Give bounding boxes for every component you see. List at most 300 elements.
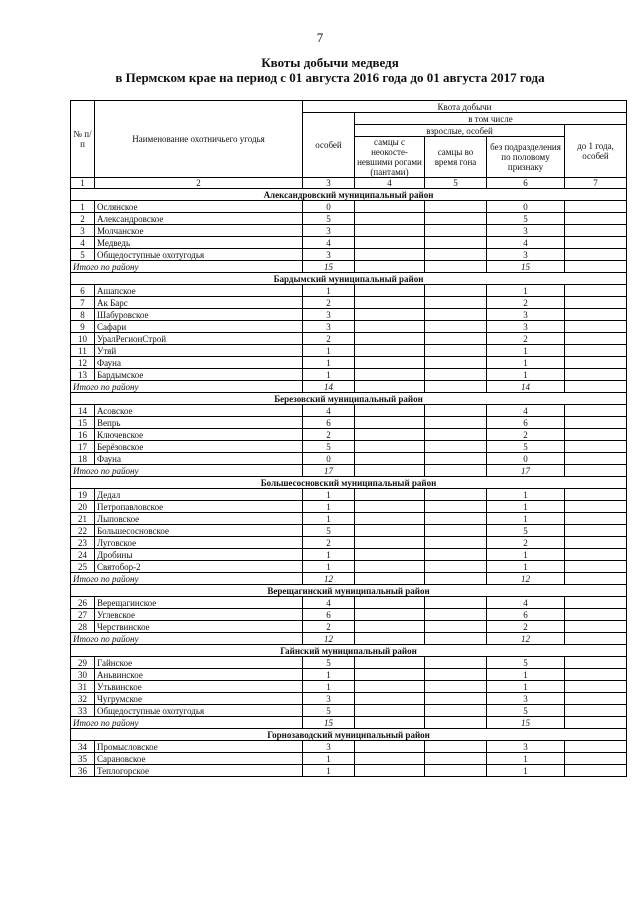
hunting-ground-name: Вепрь [95,417,303,429]
quota-total: 3 [303,741,355,753]
quota-total: 1 [303,549,355,561]
row-number: 11 [71,345,95,357]
hunting-ground-name: Утяй [95,345,303,357]
quota-males-antlers [355,285,425,297]
row-number: 25 [71,561,95,573]
total-no-sex-split: 15 [487,717,565,729]
quota-total: 1 [303,561,355,573]
quota-no-sex-split: 1 [487,765,565,777]
hunting-ground-name: Большесосновское [95,525,303,537]
quota-no-sex-split: 5 [487,705,565,717]
table-row [71,609,627,621]
hunting-ground-name: Утьвинское [95,681,303,693]
total-males-season [425,465,487,477]
total-label: Итого по району [71,465,303,477]
page-number: 7 [316,30,324,45]
quota-under-one [565,369,627,381]
quota-males-season [425,609,487,621]
total-no-sex-split: 17 [487,465,565,477]
quota-no-sex-split: 5 [487,657,565,669]
row-number: 18 [71,453,95,465]
district-name: Березовский муниципальный район [71,393,627,405]
header-males-antlers: самцы с неокосте-невшими рогами (пантами) [355,137,425,178]
column-numbers-row [71,178,627,189]
hunting-ground-name: Петропавловское [95,501,303,513]
table-row [71,561,627,573]
quota-males-season [425,453,487,465]
quota-no-sex-split: 2 [487,429,565,441]
quota-under-one [565,225,627,237]
quota-total: 1 [303,489,355,501]
total-under-one [565,573,627,585]
hunting-ground-name: Александровское [95,213,303,225]
quota-males-antlers [355,405,425,417]
quota-males-antlers [355,357,425,369]
quota-males-antlers [355,225,425,237]
quota-males-antlers [355,417,425,429]
quota-total: 2 [303,537,355,549]
quota-no-sex-split: 3 [487,225,565,237]
quota-males-antlers [355,489,425,501]
quota-males-season [425,537,487,549]
quota-under-one [565,285,627,297]
row-number: 32 [71,693,95,705]
hunting-ground-name: Аньвинское [95,669,303,681]
table-row [71,525,627,537]
quota-no-sex-split: 2 [487,297,565,309]
quota-males-season [425,489,487,501]
quota-males-antlers [355,549,425,561]
quota-males-antlers [355,753,425,765]
quota-males-antlers [355,345,425,357]
hunting-ground-name: Сафари [95,321,303,333]
quota-under-one [565,681,627,693]
quota-no-sex-split: 2 [487,537,565,549]
quota-total: 5 [303,705,355,717]
quota-under-one [565,669,627,681]
quota-males-season [425,369,487,381]
hunting-ground-name: Ак Барс [95,297,303,309]
quota-no-sex-split: 1 [487,489,565,501]
header-males-season: самцы во время гона [425,137,487,178]
quota-total: 6 [303,417,355,429]
quota-no-sex-split: 1 [487,513,565,525]
quota-no-sex-split: 5 [487,441,565,453]
quota-males-season [425,333,487,345]
district-row [71,585,627,597]
total-males-season [425,573,487,585]
quota-males-season [425,297,487,309]
quota-under-one [565,405,627,417]
row-number: 7 [71,297,95,309]
quota-under-one [565,657,627,669]
row-number: 21 [71,513,95,525]
quota-males-season [425,561,487,573]
district-row [71,645,627,657]
table-row [71,537,627,549]
table-row [71,237,627,249]
row-number: 3 [71,225,95,237]
quota-males-antlers [355,501,425,513]
row-number: 27 [71,609,95,621]
header-name: Наименование охотничьего угодья [95,101,303,178]
title-line-1: Квоты добычи медведя [261,55,399,70]
column-number: 1 [71,178,95,189]
quota-males-antlers [355,213,425,225]
title-line-2: в Пермском крае на период с 01 августа 2016 года до 01 августа 2017 года [115,70,545,85]
table-row [71,405,627,417]
total-males-season [425,717,487,729]
quota-total: 1 [303,357,355,369]
total-no-sex-split: 12 [487,573,565,585]
quota-males-antlers [355,561,425,573]
quota-under-one [565,561,627,573]
table-row [71,501,627,513]
quota-males-antlers [355,201,425,213]
quota-no-sex-split: 1 [487,549,565,561]
quota-under-one [565,297,627,309]
quota-males-season [425,249,487,261]
table-row [71,429,627,441]
table-row [71,297,627,309]
hunting-ground-name: Берёзовское [95,441,303,453]
bear-quota-table [70,100,627,777]
quota-males-antlers [355,513,425,525]
hunting-ground-name: Общедоступные охотугодья [95,249,303,261]
quota-males-antlers [355,237,425,249]
district-row [71,729,627,741]
district-name: Гайнский муниципальный район [71,645,627,657]
table-row [71,693,627,705]
quota-males-antlers [355,681,425,693]
quota-under-one [565,309,627,321]
quota-under-one [565,345,627,357]
row-number: 28 [71,621,95,633]
row-number: 29 [71,657,95,669]
total-males-season [425,633,487,645]
quota-total: 1 [303,753,355,765]
quota-males-season [425,405,487,417]
quota-no-sex-split: 3 [487,741,565,753]
hunting-ground-name: Промысловское [95,741,303,753]
document-title [60,55,600,85]
hunting-ground-name: Святобор-2 [95,561,303,573]
quota-under-one [565,201,627,213]
quota-no-sex-split: 4 [487,597,565,609]
quota-under-one [565,537,627,549]
quota-males-season [425,357,487,369]
quota-males-antlers [355,441,425,453]
quota-males-season [425,549,487,561]
table-row [71,753,627,765]
row-number: 24 [71,549,95,561]
table-row [71,369,627,381]
table-row [71,681,627,693]
quota-total: 1 [303,501,355,513]
row-number: 8 [71,309,95,321]
quota-males-antlers [355,657,425,669]
table-row [71,669,627,681]
quota-no-sex-split: 5 [487,525,565,537]
row-number: 14 [71,405,95,417]
quota-males-antlers [355,693,425,705]
quota-total: 5 [303,657,355,669]
quota-males-season [425,597,487,609]
quota-total: 4 [303,597,355,609]
total-label: Итого по району [71,633,303,645]
total-under-one [565,465,627,477]
quota-under-one [565,213,627,225]
header-including: в том числе [355,113,627,125]
quota-total: 1 [303,345,355,357]
column-number: 5 [425,178,487,189]
district-total-row [71,633,627,645]
row-number: 6 [71,285,95,297]
row-number: 2 [71,213,95,225]
quota-total: 4 [303,405,355,417]
quota-males-antlers [355,321,425,333]
district-row [71,189,627,201]
table-row [71,741,627,753]
table-row [71,453,627,465]
row-number: 22 [71,525,95,537]
total-males-antlers [355,381,425,393]
column-number: 4 [355,178,425,189]
header-adults: взрослые, особей [355,125,565,137]
total-label: Итого по району [71,573,303,585]
table-row [71,441,627,453]
table-row [71,357,627,369]
quota-total: 3 [303,321,355,333]
quota-total: 1 [303,285,355,297]
row-number: 4 [71,237,95,249]
quota-total: 5 [303,213,355,225]
district-row [71,477,627,489]
quota-total: 3 [303,225,355,237]
quota-no-sex-split: 5 [487,213,565,225]
district-name: Александровский муниципальный район [71,189,627,201]
district-total-row [71,573,627,585]
quota-total: 3 [303,309,355,321]
quota-males-antlers [355,621,425,633]
quota-males-season [425,417,487,429]
quota-under-one [565,441,627,453]
quota-under-one [565,249,627,261]
total-males-antlers [355,573,425,585]
quota-no-sex-split: 3 [487,249,565,261]
total-under-one [565,717,627,729]
hunting-ground-name: Дедал [95,489,303,501]
quota-males-season [425,321,487,333]
quota-no-sex-split: 0 [487,453,565,465]
quota-total: 0 [303,453,355,465]
quota-total: 5 [303,525,355,537]
quota-males-season [425,285,487,297]
quota-under-one [565,453,627,465]
quota-under-one [565,513,627,525]
quota-males-season [425,693,487,705]
quota-males-antlers [355,525,425,537]
quota-males-season [425,225,487,237]
table-header [71,101,627,178]
total-males-antlers [355,717,425,729]
total-males-season [425,381,487,393]
column-number: 7 [565,178,627,189]
quota-no-sex-split: 1 [487,357,565,369]
total-under-one [565,633,627,645]
total-quota: 15 [303,717,355,729]
row-number: 30 [71,669,95,681]
quota-no-sex-split: 0 [487,201,565,213]
table-row [71,309,627,321]
hunting-ground-name: Черствинское [95,621,303,633]
header-total: особей [303,113,355,178]
total-males-antlers [355,261,425,273]
table-row [71,597,627,609]
quota-total: 5 [303,441,355,453]
total-no-sex-split: 15 [487,261,565,273]
table-body [71,178,627,777]
total-quota: 14 [303,381,355,393]
district-total-row [71,381,627,393]
header-no-sex-split: без подразделения по половому признаку [487,137,565,178]
quota-males-antlers [355,765,425,777]
row-number: 31 [71,681,95,693]
hunting-ground-name: Чугрумское [95,693,303,705]
hunting-ground-name: Бардымское [95,369,303,381]
hunting-ground-name: Теплогорское [95,765,303,777]
row-number: 5 [71,249,95,261]
total-quota: 15 [303,261,355,273]
quota-under-one [565,705,627,717]
quota-under-one [565,489,627,501]
quota-no-sex-split: 4 [487,405,565,417]
quota-no-sex-split: 3 [487,309,565,321]
district-total-row [71,261,627,273]
quota-males-season [425,501,487,513]
column-number: 3 [303,178,355,189]
total-males-antlers [355,633,425,645]
quota-under-one [565,693,627,705]
table-row [71,549,627,561]
quota-no-sex-split: 1 [487,753,565,765]
quota-males-season [425,753,487,765]
row-number: 9 [71,321,95,333]
table-row [71,705,627,717]
quota-no-sex-split: 6 [487,417,565,429]
total-quota: 12 [303,633,355,645]
district-row [71,273,627,285]
header-number: № п/п [71,101,95,178]
quota-under-one [565,753,627,765]
total-no-sex-split: 14 [487,381,565,393]
total-no-sex-split: 12 [487,633,565,645]
quota-males-season [425,513,487,525]
quota-no-sex-split: 3 [487,321,565,333]
table-row [71,621,627,633]
row-number: 35 [71,753,95,765]
quota-under-one [565,765,627,777]
quota-total: 2 [303,297,355,309]
quota-under-one [565,429,627,441]
quota-males-antlers [355,333,425,345]
hunting-ground-name: Ключевское [95,429,303,441]
quota-total: 3 [303,693,355,705]
quota-under-one [565,597,627,609]
row-number: 19 [71,489,95,501]
quota-males-antlers [355,297,425,309]
quota-males-season [425,213,487,225]
row-number: 12 [71,357,95,369]
header-under-one: до 1 года, особей [565,125,627,178]
row-number: 33 [71,705,95,717]
quota-total: 3 [303,249,355,261]
hunting-ground-name: Луговское [95,537,303,549]
total-label: Итого по району [71,261,303,273]
total-quota: 17 [303,465,355,477]
quota-total: 1 [303,669,355,681]
quota-males-season [425,345,487,357]
hunting-ground-name: Гайнское [95,657,303,669]
quota-males-season [425,237,487,249]
quota-under-one [565,321,627,333]
quota-no-sex-split: 1 [487,681,565,693]
table-row [71,213,627,225]
quota-total: 2 [303,333,355,345]
district-total-row [71,717,627,729]
table-row [71,513,627,525]
hunting-ground-name: Ашапское [95,285,303,297]
quota-males-antlers [355,369,425,381]
quota-total: 2 [303,429,355,441]
quota-under-one [565,417,627,429]
table-row [71,321,627,333]
quota-males-season [425,681,487,693]
total-label: Итого по району [71,381,303,393]
quota-males-antlers [355,453,425,465]
district-name: Верещагинский муниципальный район [71,585,627,597]
hunting-ground-name: Фауна [95,357,303,369]
hunting-ground-name: Асовское [95,405,303,417]
table-row [71,489,627,501]
quota-under-one [565,741,627,753]
total-label: Итого по району [71,717,303,729]
total-males-antlers [355,465,425,477]
quota-no-sex-split: 2 [487,621,565,633]
quota-males-season [425,429,487,441]
quota-males-antlers [355,309,425,321]
quota-total: 6 [303,609,355,621]
quota-under-one [565,501,627,513]
hunting-ground-name: Молчанское [95,225,303,237]
quota-total: 1 [303,681,355,693]
hunting-ground-name: Дробины [95,549,303,561]
quota-males-antlers [355,597,425,609]
row-number: 34 [71,741,95,753]
quota-under-one [565,525,627,537]
quota-no-sex-split: 6 [487,609,565,621]
total-under-one [565,261,627,273]
quota-males-season [425,201,487,213]
row-number: 1 [71,201,95,213]
hunting-ground-name: Лыповское [95,513,303,525]
quota-under-one [565,357,627,369]
quota-males-antlers [355,429,425,441]
table-row [71,285,627,297]
quota-males-season [425,657,487,669]
quota-under-one [565,237,627,249]
quota-no-sex-split: 1 [487,501,565,513]
